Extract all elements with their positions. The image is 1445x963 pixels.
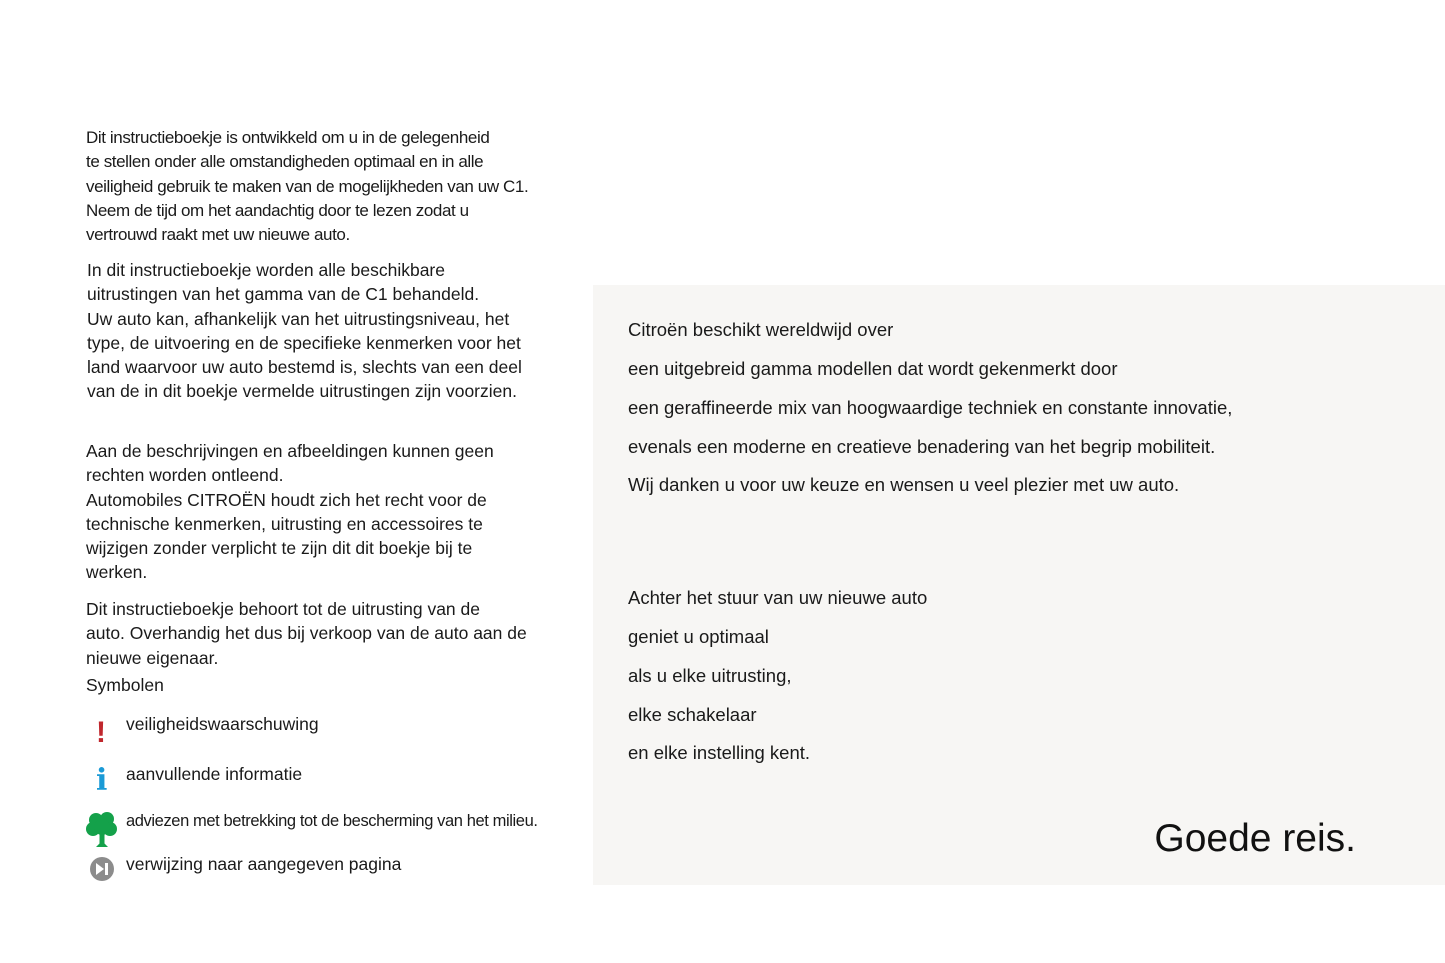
rights-line: Automobiles CITROËN houdt zich het recht voor de xyxy=(86,489,487,510)
symbol-item-safety-warning xyxy=(86,712,566,752)
welcome-line: elke schakelaar xyxy=(628,704,757,725)
symbol-label: veiligheidswaarschuwing xyxy=(126,714,319,734)
tree-icon xyxy=(86,810,120,850)
intro-line: Dit instructieboekje is ontwikkeld om u in de gelegenheid xyxy=(86,128,490,147)
welcome-line: evenals een moderne en creatieve benadering van het begrip mobiliteit. xyxy=(628,436,1216,457)
welcome-line: Achter het stuur van uw nieuwe auto xyxy=(628,587,928,608)
welcome-line: geniet u optimaal xyxy=(628,626,769,647)
symbol-item-additional-info xyxy=(86,762,566,802)
info-icon: i xyxy=(96,763,108,798)
equipment-line: In dit instructieboekje worden alle beschikbare xyxy=(87,260,445,280)
equipment-line: van de in dit boekje vermelde uitrustingen zijn voorzien. xyxy=(87,381,517,402)
intro-paragraph xyxy=(86,126,528,247)
welcome-line: een uitgebreid gamma modellen dat wordt gekenmerkt door xyxy=(628,358,1118,379)
page-reference-icon xyxy=(86,852,120,892)
symbol-item-environment xyxy=(86,810,566,850)
equipment-paragraph xyxy=(87,258,522,404)
equipment-line: uitrustingen van het gamma van de C1 behandeld. xyxy=(87,284,480,305)
symbol-label: aanvullende informatie xyxy=(126,764,303,784)
symbol-label: verwijzing naar aangegeven pagina xyxy=(126,854,402,874)
ownership-paragraph xyxy=(86,597,527,670)
welcome-line: en elke instelling kent. xyxy=(628,742,811,763)
intro-line: vertrouwd raakt met uw nieuwe auto. xyxy=(86,225,350,245)
ownership-line: Dit instructieboekje behoort tot de uitrusting van de xyxy=(86,599,480,619)
welcome-line: een geraffineerde mix van hoogwaardige techniek en constante innovatie, xyxy=(628,397,1233,418)
welcome-line: Wij danken u voor uw keuze en wensen u veel plezier met uw auto. xyxy=(628,474,1180,495)
rights-line: werken. xyxy=(86,562,148,583)
equipment-line: Uw auto kan, afhankelijk van het uitrustingsniveau, het xyxy=(87,308,510,329)
ownership-line: nieuwe eigenaar. xyxy=(86,647,219,668)
ownership-line: auto. Overhandig het dus bij verkoop van de auto aan de xyxy=(86,623,527,644)
intro-line: Neem de tijd om het aandachtig door te lezen zodat u xyxy=(86,200,469,220)
welcome-panel xyxy=(593,285,1445,885)
symbols-heading: Symbolen xyxy=(86,675,164,695)
closing-greeting: Goede reis. xyxy=(1154,817,1356,860)
intro-line: te stellen onder alle omstandigheden optimaal en in alle xyxy=(86,152,484,172)
welcome-line: Citroën beschikt wereldwijd over xyxy=(628,319,894,340)
intro-line: veiligheid gebruik te maken van de mogelijkheden van uw C1. xyxy=(86,176,529,196)
equipment-line: land waarvoor uw auto bestemd is, slechts van een deel xyxy=(87,357,522,378)
equipment-line: type, de uitvoering en de specifieke kenmerken voor het xyxy=(87,332,521,353)
symbol-item-page-reference xyxy=(86,852,566,892)
rights-line: technische kenmerken, uitrusting en accessoires te xyxy=(86,513,483,534)
rights-line: wijzigen zonder verplicht te zijn dit dit boekje bij te xyxy=(86,538,473,559)
rights-paragraph xyxy=(86,439,494,585)
rights-line: rechten worden ontleend. xyxy=(86,465,284,486)
rights-line: Aan de beschrijvingen en afbeeldingen kunnen geen xyxy=(86,441,494,461)
welcome-line: als u elke uitrusting, xyxy=(628,665,792,686)
exclamation-icon: ! xyxy=(96,716,106,749)
symbol-label: adviezen met betrekking tot de bescherming van het milieu. xyxy=(126,812,538,830)
